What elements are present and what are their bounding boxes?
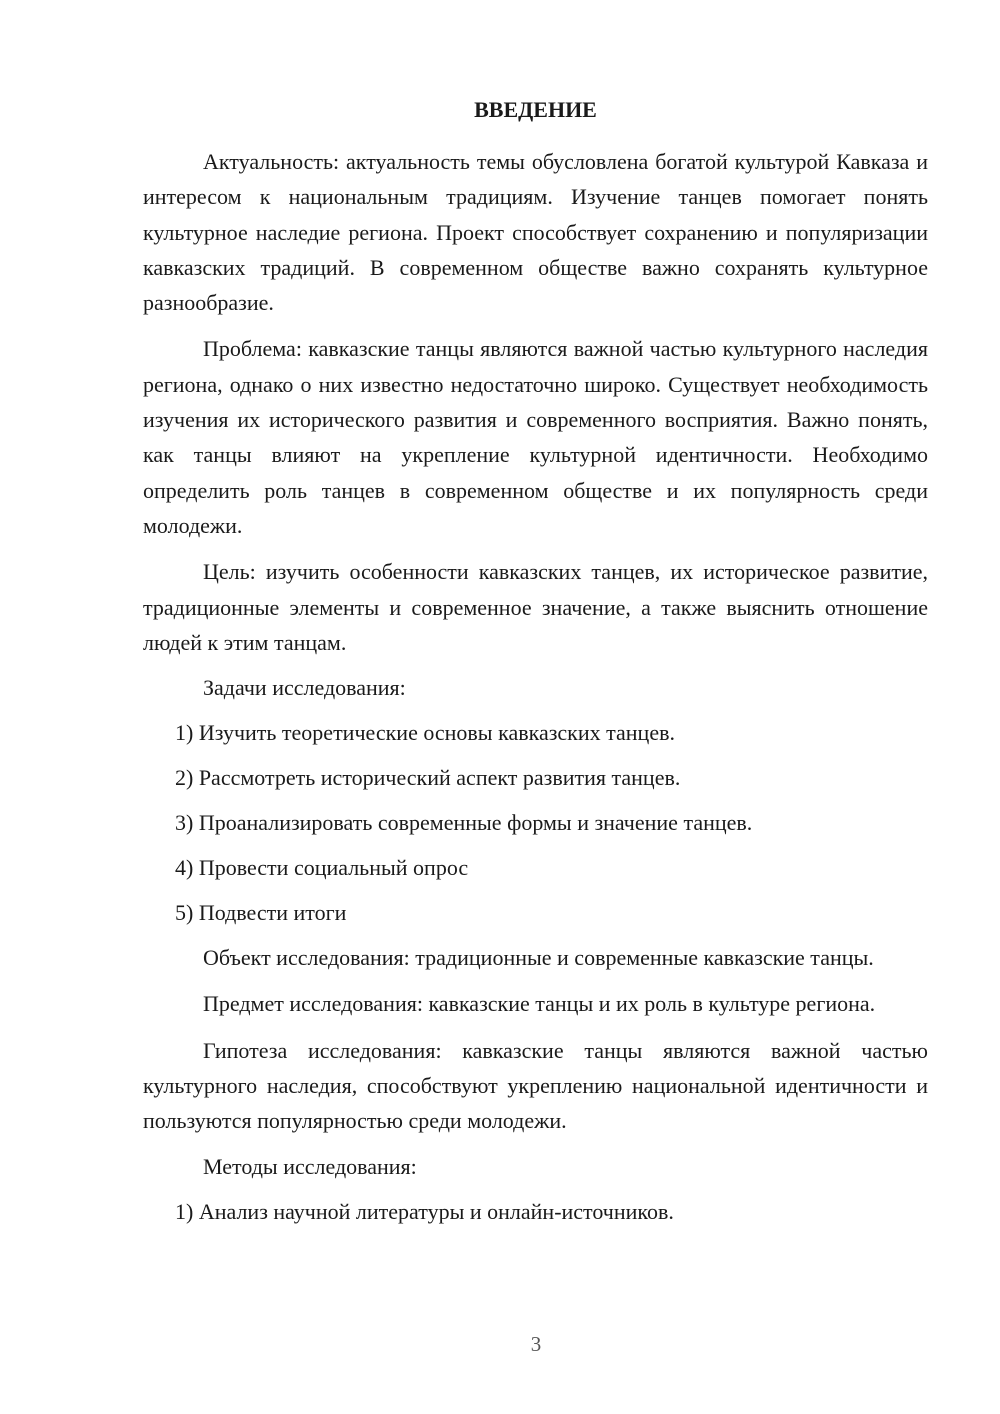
document-page	[143, 95, 928, 1229]
task-item-3: 3) Проанализировать современные формы и значение танцев.	[175, 810, 753, 836]
hypothesis-paragraph: Гипотеза исследования: кавказские танцы являются важной частью культурного наследия, способствуют укреплению национальной идентичности и пользуются популярностью среди молодежи.	[143, 1037, 928, 1134]
tasks-heading: Задачи исследования:	[203, 675, 406, 701]
method-item-1: 1) Анализ научной литературы и онлайн-источников.	[175, 1198, 674, 1224]
object-paragraph: Объект исследования: традиционные и современные кавказские танцы.	[203, 945, 874, 971]
task-item-4: 4) Провести социальный опрос	[175, 855, 469, 881]
goal-paragraph: Цель: изучить особенности кавказских танцев, их историческое развитие, традиционные элементы и современное значение, а также выяснить отношение людей к этим танцам.	[143, 559, 928, 655]
page-number: 3	[530, 1332, 542, 1356]
subject-paragraph: Предмет исследования: кавказские танцы и их роль в культуре региона.	[203, 991, 876, 1017]
problem-paragraph: Проблема: кавказские танцы являются важной частью культурного наследия региона, однако о них известно недостаточно широко. Существует необходимость изучения их исторического развития и современного восприятия. Важно понять, как танцы влияют на укрепление культурной идентичности. Необходимо определить роль танцев в современном обществе и их популярность среди молодежи.	[143, 336, 928, 538]
relevance-paragraph: Актуальность: актуальность темы обусловлена богатой культурой Кавказа и интересом к национальным традициям. Изучение танцев помогает понять культурное наследие региона. Проект способствует сохранению и популяризации кавказских традиций. В современном обществе важно сохранять культурное разнообразие.	[143, 149, 928, 316]
task-item-5: 5) Подвести итоги	[175, 900, 347, 926]
task-item-2: 2) Рассмотреть исторический аспект развития танцев.	[175, 765, 681, 791]
methods-heading: Методы исследования:	[203, 1153, 417, 1179]
task-item-1: 1) Изучить теоретические основы кавказских танцев.	[175, 720, 675, 746]
page-title: ВВЕДЕНИЕ	[474, 97, 597, 122]
